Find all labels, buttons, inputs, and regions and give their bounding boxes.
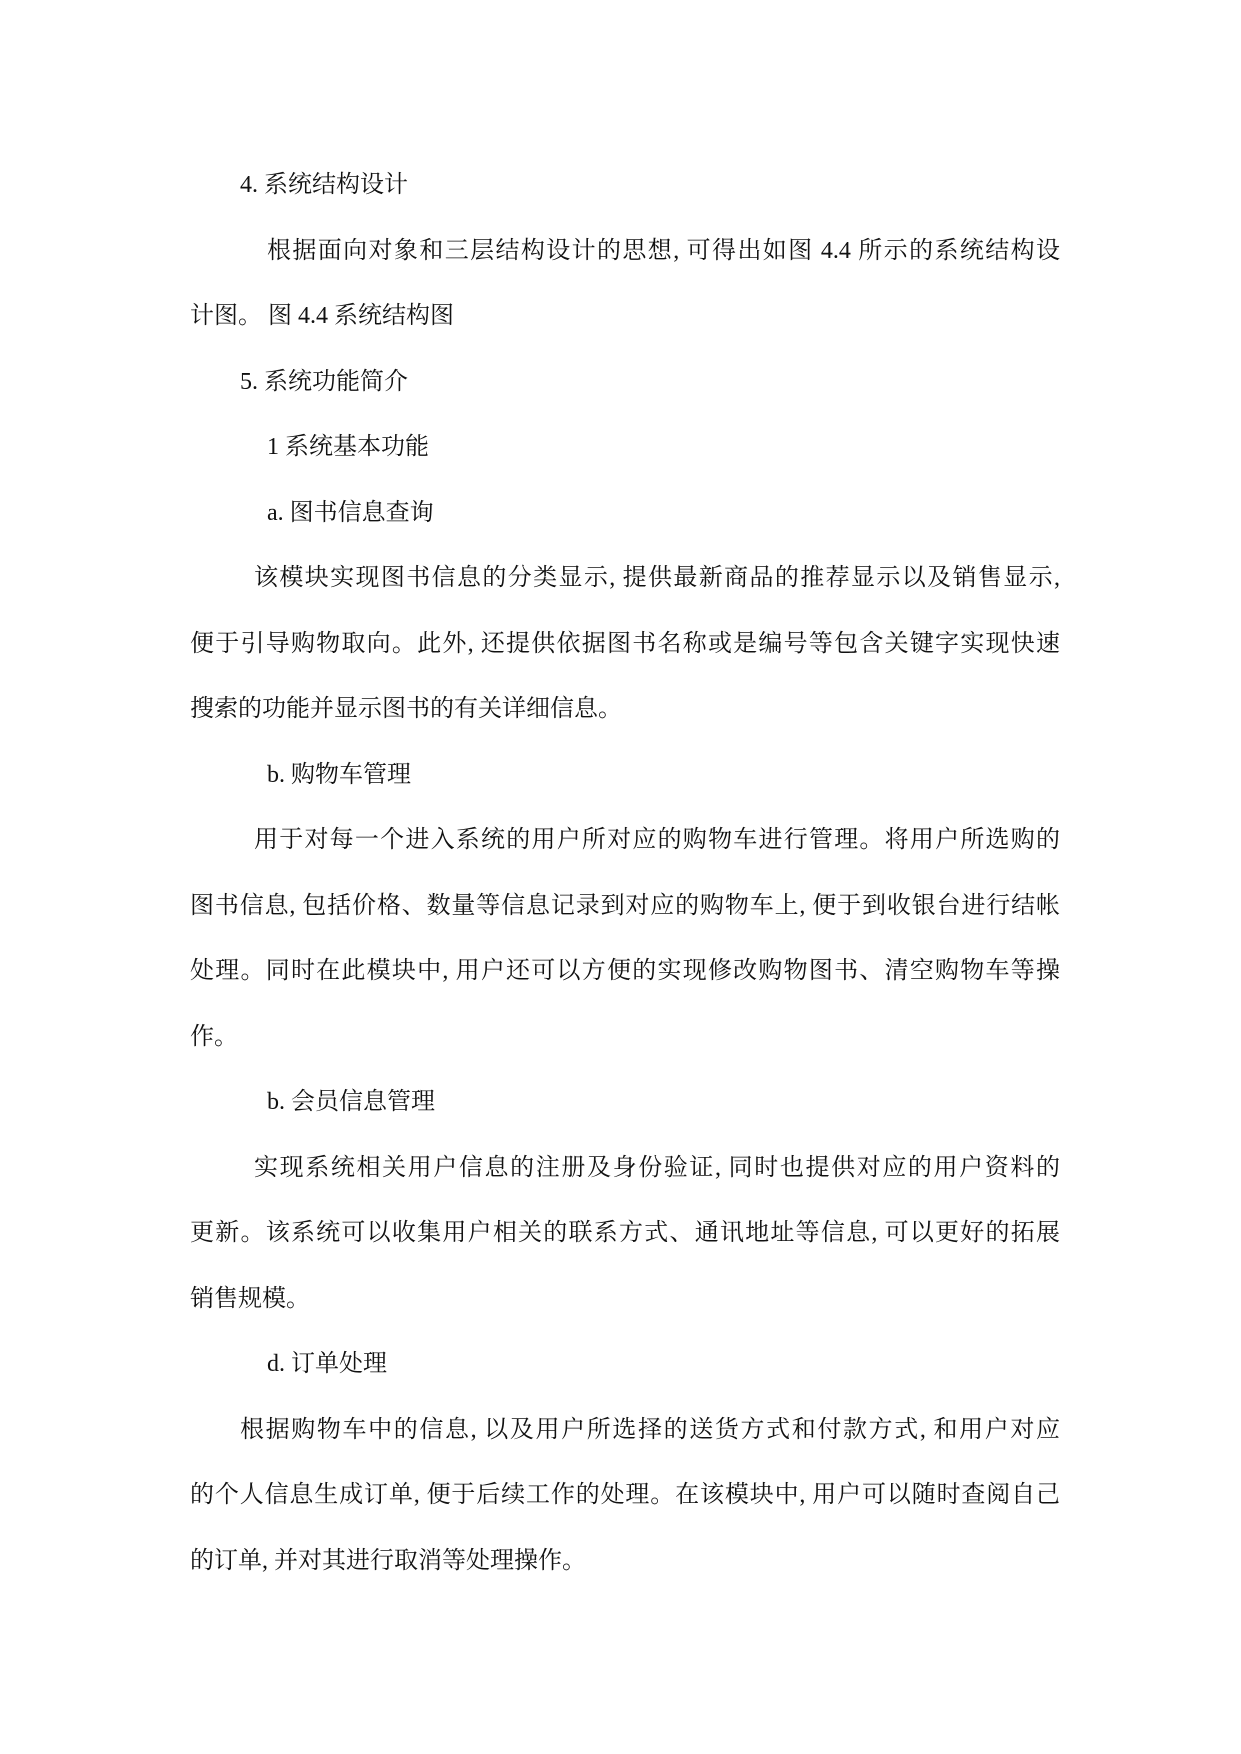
text-line: 的订单, 并对其进行取消等处理操作。 [190,1547,586,1574]
text-line: 销售规模。 [190,1285,310,1312]
section-heading: b. 会员信息管理 [267,1089,435,1115]
text-line: 作。 [190,1023,238,1050]
text-line: 更新。该系统可以收集用户相关的联系方式、通讯地址等信息, 可以更好的拓展 [190,1220,1060,1246]
section-heading: 4. 系统结构设计 [240,172,408,198]
text-line: 根据购物车中的信息, 以及用户所选择的送货方式和付款方式, 和用户对应 [240,1416,1060,1443]
section-heading: 1 系统基本功能 [267,434,429,460]
text-line: 计图。 图 4.4 系统结构图 [190,303,454,329]
section-heading: d. 订单处理 [267,1351,387,1377]
text-line: 图书信息, 包括价格、数量等信息记录到对应的购物车上, 便于到收银台进行结帐 [190,892,1060,919]
text-line: 的个人信息生成订单, 便于后续工作的处理。在该模块中, 用户可以随时查阅自己 [190,1482,1060,1508]
text-line: 该模块实现图书信息的分类显示, 提供最新商品的推荐显示以及销售显示, [254,565,1060,591]
section-heading: 5. 系统功能简介 [240,368,408,395]
text-line: 便于引导购物取向。此外, 还提供依据图书名称或是编号等包含关键字实现快速 [190,630,1060,657]
section-heading: b. 购物车管理 [267,761,411,788]
text-line: 用于对每一个进入系统的用户所对应的购物车进行管理。将用户所选购的 [254,827,1060,853]
text-line: 实现系统相关用户信息的注册及身份验证, 同时也提供对应的用户资料的 [254,1154,1060,1181]
text-line: 处理。同时在此模块中, 用户还可以方便的实现修改购物图书、清空购物车等操 [190,958,1060,984]
text-line: 根据面向对象和三层结构设计的思想, 可得出如图 4.4 所示的系统结构设 [267,237,1060,264]
text-line: 搜索的功能并显示图书的有关详细信息。 [190,696,622,722]
section-heading: a. 图书信息查询 [267,499,434,526]
